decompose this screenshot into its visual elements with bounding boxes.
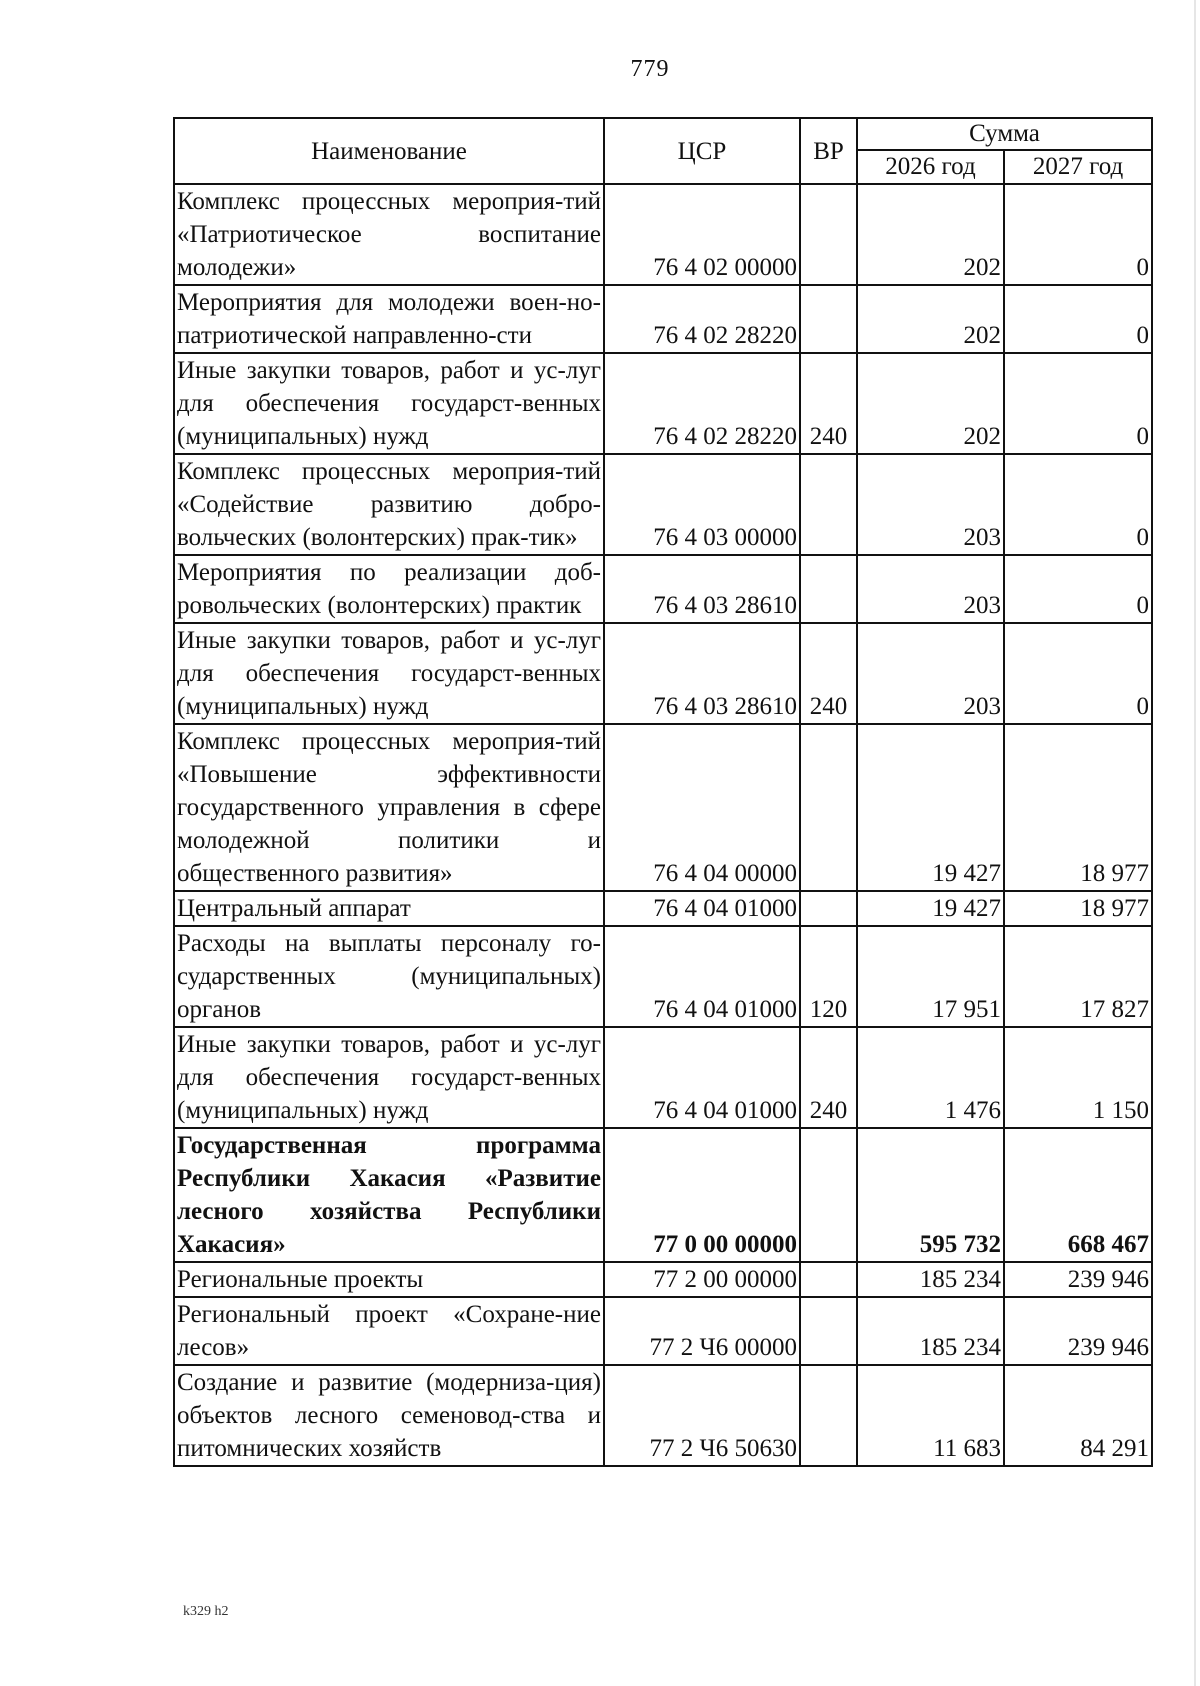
table-row bbox=[174, 285, 1152, 353]
cell-2026: 203 bbox=[857, 623, 1004, 724]
table-header bbox=[174, 118, 1152, 184]
page-number: 779 bbox=[630, 56, 670, 82]
table-row bbox=[174, 891, 1152, 926]
cell-2027: 0 bbox=[1004, 454, 1152, 555]
cell-name: Комплекс процессных мероприя-тий «Содействие развитию добро-вольческих (волонтерских) прак-тик» bbox=[174, 454, 604, 555]
cell-name: Иные закупки товаров, работ и ус-луг для обеспечения государст-венных (муниципальных) нужд bbox=[174, 353, 604, 454]
cell-name: Иные закупки товаров, работ и ус-луг для обеспечения государст-венных (муниципальных) нужд bbox=[174, 1027, 604, 1128]
cell-csr: 77 2 Ч6 50630 bbox=[604, 1365, 800, 1466]
cell-2026: 19 427 bbox=[857, 891, 1004, 926]
cell-name: Иные закупки товаров, работ и ус-луг для обеспечения государст-венных (муниципальных) нужд bbox=[174, 623, 604, 724]
cell-2026: 203 bbox=[857, 454, 1004, 555]
cell-csr: 76 4 04 01000 bbox=[604, 1027, 800, 1128]
cell-vr: 240 bbox=[800, 353, 857, 454]
cell-vr bbox=[800, 1128, 857, 1262]
cell-vr bbox=[800, 285, 857, 353]
cell-name: Комплекс процессных мероприя-тий «Патриотическое воспитание молодежи» bbox=[174, 184, 604, 285]
table-row bbox=[174, 623, 1152, 724]
cell-2026: 202 bbox=[857, 184, 1004, 285]
cell-2027: 0 bbox=[1004, 623, 1152, 724]
cell-vr bbox=[800, 1262, 857, 1297]
table-row bbox=[174, 1027, 1152, 1128]
cell-csr: 76 4 02 28220 bbox=[604, 285, 800, 353]
cell-2027: 1 150 bbox=[1004, 1027, 1152, 1128]
table-row bbox=[174, 926, 1152, 1027]
table-row bbox=[174, 1365, 1152, 1466]
cell-vr bbox=[800, 454, 857, 555]
table-row bbox=[174, 1128, 1152, 1262]
cell-2027: 0 bbox=[1004, 555, 1152, 623]
footer-code: k329 h2 bbox=[183, 1604, 229, 1619]
cell-name: Создание и развитие (модерниза-ция) объектов лесного семеновод-ства и питомнических хозяйств bbox=[174, 1365, 604, 1466]
cell-vr bbox=[800, 555, 857, 623]
cell-2027: 18 977 bbox=[1004, 891, 1152, 926]
cell-csr: 77 2 Ч6 00000 bbox=[604, 1297, 800, 1365]
cell-2027: 239 946 bbox=[1004, 1262, 1152, 1297]
cell-name: Расходы на выплаты персоналу го-сударственных (муниципальных) органов bbox=[174, 926, 604, 1027]
cell-vr bbox=[800, 891, 857, 926]
cell-2026: 595 732 bbox=[857, 1128, 1004, 1262]
cell-csr: 76 4 03 28610 bbox=[604, 623, 800, 724]
cell-2026: 1 476 bbox=[857, 1027, 1004, 1128]
cell-csr: 76 4 04 01000 bbox=[604, 891, 800, 926]
table-row bbox=[174, 454, 1152, 555]
cell-2027: 84 291 bbox=[1004, 1365, 1152, 1466]
budget-table bbox=[173, 117, 1153, 1467]
table-row bbox=[174, 1262, 1152, 1297]
table-row bbox=[174, 1297, 1152, 1365]
cell-csr: 76 4 04 00000 bbox=[604, 724, 800, 891]
cell-2026: 19 427 bbox=[857, 724, 1004, 891]
cell-2027: 0 bbox=[1004, 353, 1152, 454]
header-name: Наименование bbox=[174, 118, 604, 184]
header-sum: Сумма bbox=[857, 118, 1152, 150]
cell-name: Мероприятия по реализации доб-ровольческих (волонтерских) практик bbox=[174, 555, 604, 623]
cell-vr: 240 bbox=[800, 1027, 857, 1128]
table-row bbox=[174, 555, 1152, 623]
cell-2026: 203 bbox=[857, 555, 1004, 623]
cell-csr: 77 0 00 00000 bbox=[604, 1128, 800, 1262]
cell-name: Государственная программа Республики Хакасия «Развитие лесного хозяйства Республики Хакасия» bbox=[174, 1128, 604, 1262]
cell-name: Комплекс процессных мероприя-тий «Повышение эффективности государственного управления в сфере молодежной политики и общественного развития» bbox=[174, 724, 604, 891]
cell-csr: 76 4 03 28610 bbox=[604, 555, 800, 623]
header-csr: ЦСР bbox=[604, 118, 800, 184]
cell-csr: 76 4 02 28220 bbox=[604, 353, 800, 454]
table-row bbox=[174, 724, 1152, 891]
cell-2026: 202 bbox=[857, 285, 1004, 353]
cell-name: Региональные проекты bbox=[174, 1262, 604, 1297]
cell-csr: 76 4 03 00000 bbox=[604, 454, 800, 555]
cell-2026: 202 bbox=[857, 353, 1004, 454]
cell-vr: 240 bbox=[800, 623, 857, 724]
table-body bbox=[174, 184, 1152, 1466]
cell-name: Центральный аппарат bbox=[174, 891, 604, 926]
cell-vr bbox=[800, 1365, 857, 1466]
cell-2027: 0 bbox=[1004, 184, 1152, 285]
table-row bbox=[174, 184, 1152, 285]
cell-vr bbox=[800, 1297, 857, 1365]
header-vr: ВР bbox=[800, 118, 857, 184]
cell-name: Мероприятия для молодежи воен-но-патриотической направленно-сти bbox=[174, 285, 604, 353]
cell-2027: 668 467 bbox=[1004, 1128, 1152, 1262]
page-edge-line bbox=[1194, 0, 1196, 1686]
header-year-2027: 2027 год bbox=[1004, 150, 1152, 184]
cell-2026: 11 683 bbox=[857, 1365, 1004, 1466]
cell-2027: 0 bbox=[1004, 285, 1152, 353]
cell-2027: 239 946 bbox=[1004, 1297, 1152, 1365]
cell-csr: 77 2 00 00000 bbox=[604, 1262, 800, 1297]
cell-2026: 185 234 bbox=[857, 1262, 1004, 1297]
cell-vr: 120 bbox=[800, 926, 857, 1027]
cell-vr bbox=[800, 184, 857, 285]
cell-csr: 76 4 04 01000 bbox=[604, 926, 800, 1027]
table-row bbox=[174, 353, 1152, 454]
cell-2026: 185 234 bbox=[857, 1297, 1004, 1365]
cell-2027: 18 977 bbox=[1004, 724, 1152, 891]
cell-csr: 76 4 02 00000 bbox=[604, 184, 800, 285]
cell-2027: 17 827 bbox=[1004, 926, 1152, 1027]
cell-vr bbox=[800, 724, 857, 891]
cell-name: Региональный проект «Сохране-ние лесов» bbox=[174, 1297, 604, 1365]
cell-2026: 17 951 bbox=[857, 926, 1004, 1027]
header-year-2026: 2026 год bbox=[857, 150, 1004, 184]
